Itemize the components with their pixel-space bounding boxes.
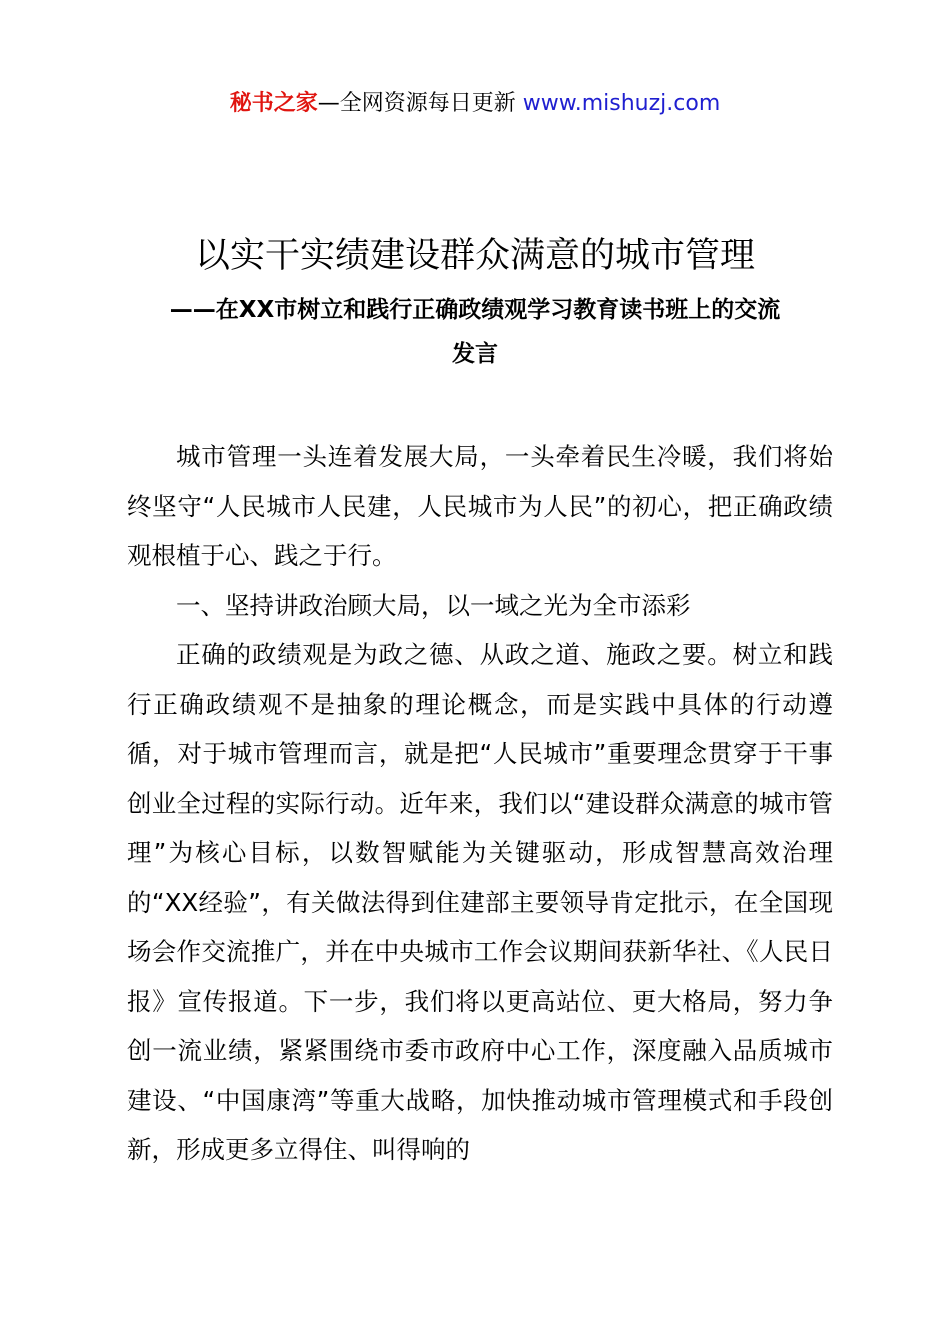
document-title: 以实干实绩建设群众满意的城市管理 [194,236,755,276]
section-heading-1: 一、坚持讲政治顾大局，以一域之光为全市添彩 [176,590,691,620]
paragraph-intro: 城市管理一头连着发展大局，一头牵着民生冷暖，我们将始终坚守“人民城市人民建，人民城市为人民”的初心，把正确政绩观根植于心、践之于行。 [127,442,833,570]
site-brand: 秘书之家 [229,91,318,116]
site-url-link[interactable]: www.mishuzj.com [522,91,721,116]
document-subtitle: ——在XX市树立和践行正确政绩观学习教育读书班上的交流发言 [169,297,781,367]
paragraph-body: 正确的政绩观是为政之德、从政之道、施政之要。树立和践行正确政绩观不是抽象的理论概念，而是实践中具体的行动遵循，对于城市管理而言，就是把“人民城市”重要理念贯穿于干事创业全过程的实际行动。近年来，我们以“建设群众满意的城市管理”为核心目标，以数智赋能为关键驱动，形成智慧高效治理的“XX经验”，有关做法得到住建部主要领导肯定批示，在全国现场会作交流推广，并在中央城市工作会议期间获新华社、《人民日报》宣传报道。下一步，我们将以更高站位、更大格局，努力争创一流业绩，紧紧围绕市委市政府中心工作，深度融入品质城市建设、“中国康湾”等重大战略，加快推动城市管理模式和手段创新，形成更多立得住、叫得响的 [127,640,833,1164]
site-tagline: —全网资源每日更新 [317,91,523,116]
site-header [0,88,950,120]
document-body [127,432,833,1175]
